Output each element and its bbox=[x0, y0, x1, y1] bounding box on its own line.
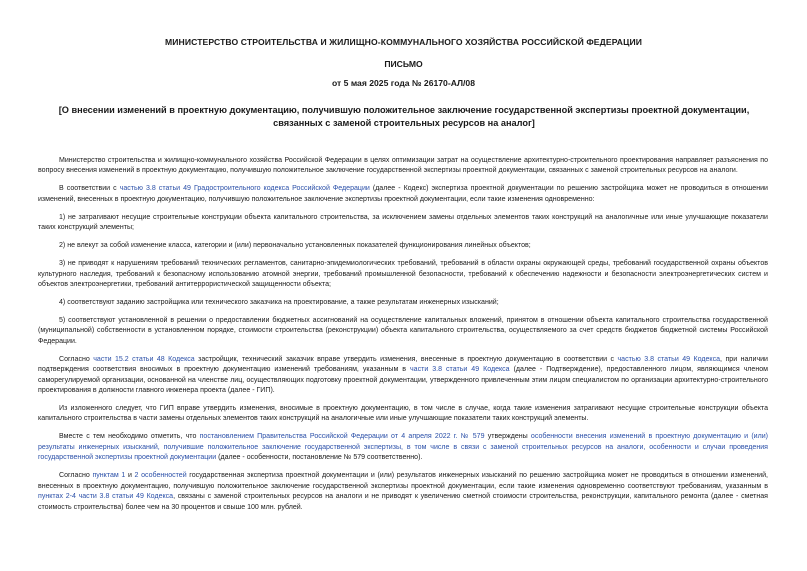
link-part-15-2-article-48[interactable]: части 15.2 статьи 48 Кодекса bbox=[93, 355, 195, 363]
text-fragment: государственная экспертиза проектной документации и (или) результатов инженерных изысканий по решению застройщика может не проводиться в отношении изменений, внесенных в проектную документацию, получившую положительное заключение государственной экспертизы проектной документации, если такие изменения одновременно соответствуют требованиям, указанным в bbox=[38, 472, 768, 490]
text-fragment: (далее - Кодекс) экспертиза проектной документации по решению застройщика может не проводиться в отношении изменений, внесенных в проектную документацию, получившую положительное заключение экспертизы проектной документации, если такие изменения одновременно: bbox=[38, 185, 768, 203]
document-body bbox=[38, 156, 768, 521]
text-fragment: Вместе с тем необходимо отметить, что bbox=[59, 433, 200, 441]
paragraph-resolution-579 bbox=[38, 432, 768, 463]
text-fragment: застройщик, технический заказчик вправе утвердить изменения, внесенные в проектную документацию в соответствии с bbox=[194, 355, 618, 363]
text-fragment: , при наличии подтверждения соответствия вносимых в проектную документацию изменений требованиям, указанным в bbox=[38, 355, 768, 374]
paragraph-code-reference bbox=[38, 184, 768, 205]
paragraph-intro: Министерство строительства и жилищно-коммунального хозяйства Российской Федерации в целях оптимизации затрат на осуществление архитектурно-строительного проектирования направляет разъяснения по вопросу внесения изменений в проектную документацию, получившую положительное заключение государственной экспертизы проектной документации, связанных с заменой строительных ресурсов на аналоги. bbox=[38, 157, 768, 175]
document-title: [О внесении изменений в проектную документацию, получившую положительное заключение государственной экспертизы проектной документации, связанных с заменой строительных ресурсов на аналог] bbox=[58, 105, 750, 128]
paragraph-specifics-points bbox=[38, 471, 768, 513]
list-item-1: 1) не затрагивают несущие строительные конструкции объекта капитального строительства, за исключением замены отдельных элементов таких конструкций на аналогичные или иные улучшающие показатели таких конструкций элементы; bbox=[38, 213, 768, 232]
text-fragment: , связаны с заменой строительных ресурсов на аналоги и не приводят к увеличению сметной стоимости строительства, реконструкции, капитального ремонта (далее - сметная стоимость строительства) более чем на 30 процентов и свыше 100 млн. рублей. bbox=[38, 493, 768, 511]
text-fragment: (далее - Подтверждение), предоставленного лицом, являющимся членом саморегулируемой организации, основанной на членстве лиц, осуществляющих подготовку проектной документации, утвержденного привлеченным этим лицом специалистом по организации архитектурно-строительного проектирования в должности главного инженера проекта (далее - ГИП). bbox=[38, 366, 768, 395]
document-date-number: от 5 мая 2025 года № 26170-АЛ/08 bbox=[332, 78, 475, 88]
document-type: ПИСЬМО bbox=[384, 59, 423, 69]
text-fragment: (далее - особенности, постановление № 579 соответственно). bbox=[216, 454, 423, 462]
ministry-name: МИНИСТЕРСТВО СТРОИТЕЛЬСТВА И ЖИЛИЩНО-КОММУНАЛЬНОГО ХОЗЯЙСТВА РОССИЙСКОЙ ФЕДЕРАЦИИ bbox=[164, 37, 643, 47]
text-fragment: утверждены bbox=[484, 433, 531, 441]
list-item-4: 4) соответствуют заданию застройщика или технического заказчика на проектирование, а также результатам инженерных изысканий; bbox=[59, 299, 499, 307]
list-item-5: 5) соответствуют установленной в решении о предоставлении бюджетных ассигнований на осуществление капитальных вложений, принятом в отношении объекта капитального строительства государственной (муниципальной) собственности в установленном порядке, стоимости строительства (реконструкции) объекта капитального строительства, осуществляемого за счет средств бюджетов бюджетной системы Российской Федерации. bbox=[38, 317, 768, 345]
list-item-2: 2) не влекут за собой изменение класса, категории и (или) первоначально установленных показателей функционирования линейных объектов; bbox=[59, 242, 531, 250]
paragraph-gip-conclusion: Из изложенного следует, что ГИП вправе утвердить изменения, вносимые в проектную документацию, в том числе в случае, когда такие изменения затрагивают несущие строительные конструкции объекта капитального строительства в части замены отдельных элементов таких конструкций на аналогичные или иные улучшающие показатели таких конструкций элементы. bbox=[38, 405, 768, 423]
text-fragment: В соответствии с bbox=[59, 185, 120, 193]
link-specifics-of-changes[interactable]: особенности внесения изменений в проектную документацию и (или) результаты инженерных изысканий, получившие положительное заключение государственной экспертизы, в том числе в связи с заменой строительных ресурсов на аналоги, особенности и случаи проведения государственной экспертизы проектной документации bbox=[38, 433, 768, 462]
link-part-3-8-article-49[interactable]: частью 3.8 статьи 49 Кодекса bbox=[617, 355, 721, 363]
text-fragment: Согласно bbox=[59, 355, 94, 363]
link-part-3-8-article-49-code[interactable]: частью 3.8 статьи 49 Градостроительного кодекса Российской Федерации bbox=[119, 185, 370, 193]
link-point-2-specifics[interactable]: 2 особенностей bbox=[134, 472, 187, 480]
link-government-resolution-579[interactable]: постановлением Правительства Российской Федерации от 4 апреля 2022 г. № 579 bbox=[199, 433, 485, 441]
text-fragment: и bbox=[125, 472, 135, 480]
text-fragment: Согласно bbox=[59, 472, 93, 480]
link-points-2-4-part-3-8[interactable]: пунктах 2-4 части 3.8 статьи 49 Кодекса bbox=[38, 493, 174, 501]
paragraph-confirmation bbox=[38, 355, 768, 397]
link-point-1[interactable]: пунктам 1 bbox=[92, 472, 126, 480]
list-item-3: 3) не приводят к нарушениям требований технических регламентов, санитарно-эпидемиологических требований, требований в области охраны окружающей среды, требований государственной охраны объектов культурного наследия, требований к безопасному использованию атомной энергии, требований промышленной безопасности, требований к обеспечению надежности и безопасности электроэнергетических систем и объектов электроэнергетики, требований антитеррористической защищенности объекта; bbox=[38, 260, 768, 289]
link-part-3-8-article-49-second[interactable]: части 3.8 статьи 49 Кодекса bbox=[410, 366, 510, 374]
